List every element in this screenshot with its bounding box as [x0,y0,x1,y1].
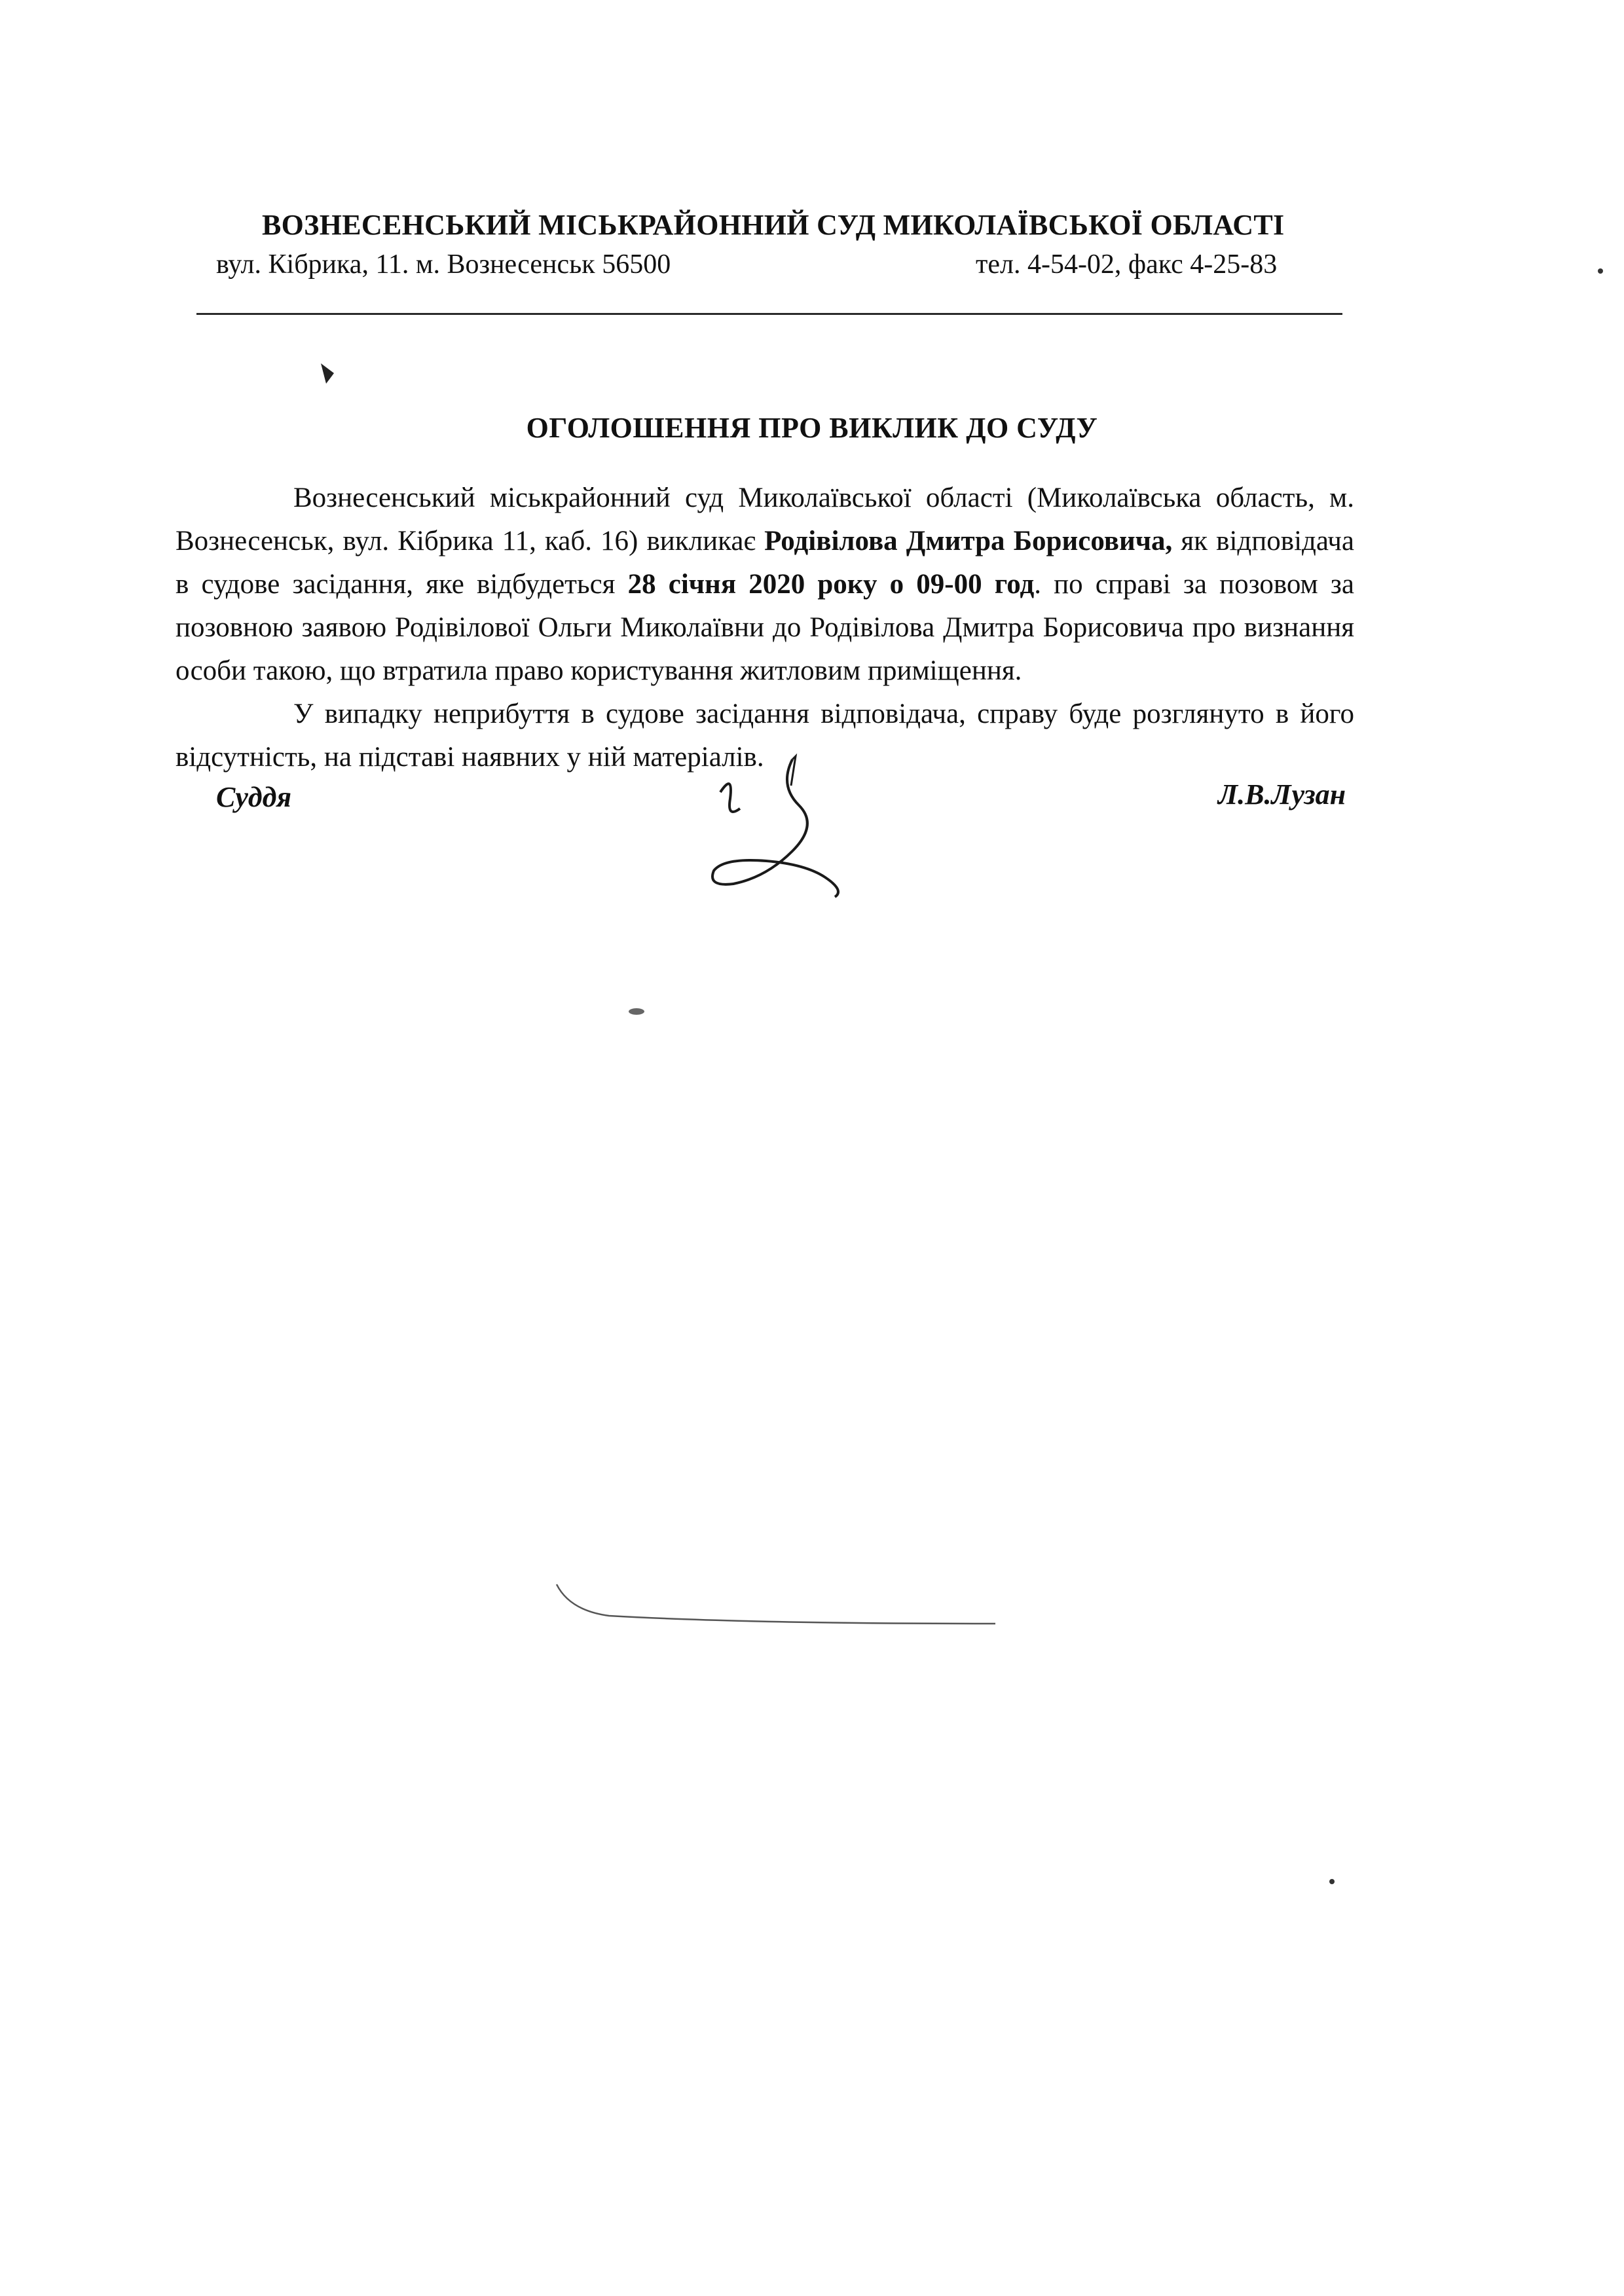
notice-paragraph-2: У випадку неприбуття в судове засідання відповідача, справу буде розглянуто в його відсутність, на підставі наявних у ній матеріалів. [175,699,1354,773]
hearing-datetime: 28 січня 2020 року о 09-00 год [627,569,1035,600]
scan-smudge [629,1008,644,1015]
notice-p1-part2: як відповідача в судове засідання, яке відбудеться [175,526,1354,600]
notice-paragraph-1 [175,477,1354,693]
notice-body [175,477,1354,779]
court-contacts: тел. 4-54-02, факс 4-25-83 [976,249,1278,280]
defendant-name: Родівілова Дмитра Борисовича, [764,526,1173,556]
notice-p1-part1: Вознесенський міськрайонний суд Миколаївської області (Миколаївська область, м. Вознесенськ, вул. Кібрика 11, каб. 16) викликає [175,483,1354,556]
judge-name: Л.В.Лузан [1218,778,1346,811]
scan-dot [1329,1879,1335,1884]
court-address: вул. Кібрика, 11. м. Вознесенськ 56500 [216,249,671,280]
scan-mark-icon [314,360,341,386]
court-name: ВОЗНЕСЕНСЬКИЙ МІСЬКРАЙОННИЙ СУД МИКОЛАЇВСЬКОЇ ОБЛАСТІ [262,209,1285,241]
judge-role: Суддя [216,781,292,813]
notice-p1-part3: . по справі за позовом за позовною заявою Родівілової Ольги Миколаївни до Родівілова Дмитра Борисовича про визнання особи такою, що втратила право користування житловим приміщення. [175,569,1354,686]
signature-icon [694,746,891,910]
header-divider [196,313,1342,315]
scan-scribble-icon [550,1571,1008,1663]
scan-dot [1598,268,1603,274]
notice-title: ОГОЛОШЕННЯ ПРО ВИКЛИК ДО СУДУ [526,412,1098,444]
